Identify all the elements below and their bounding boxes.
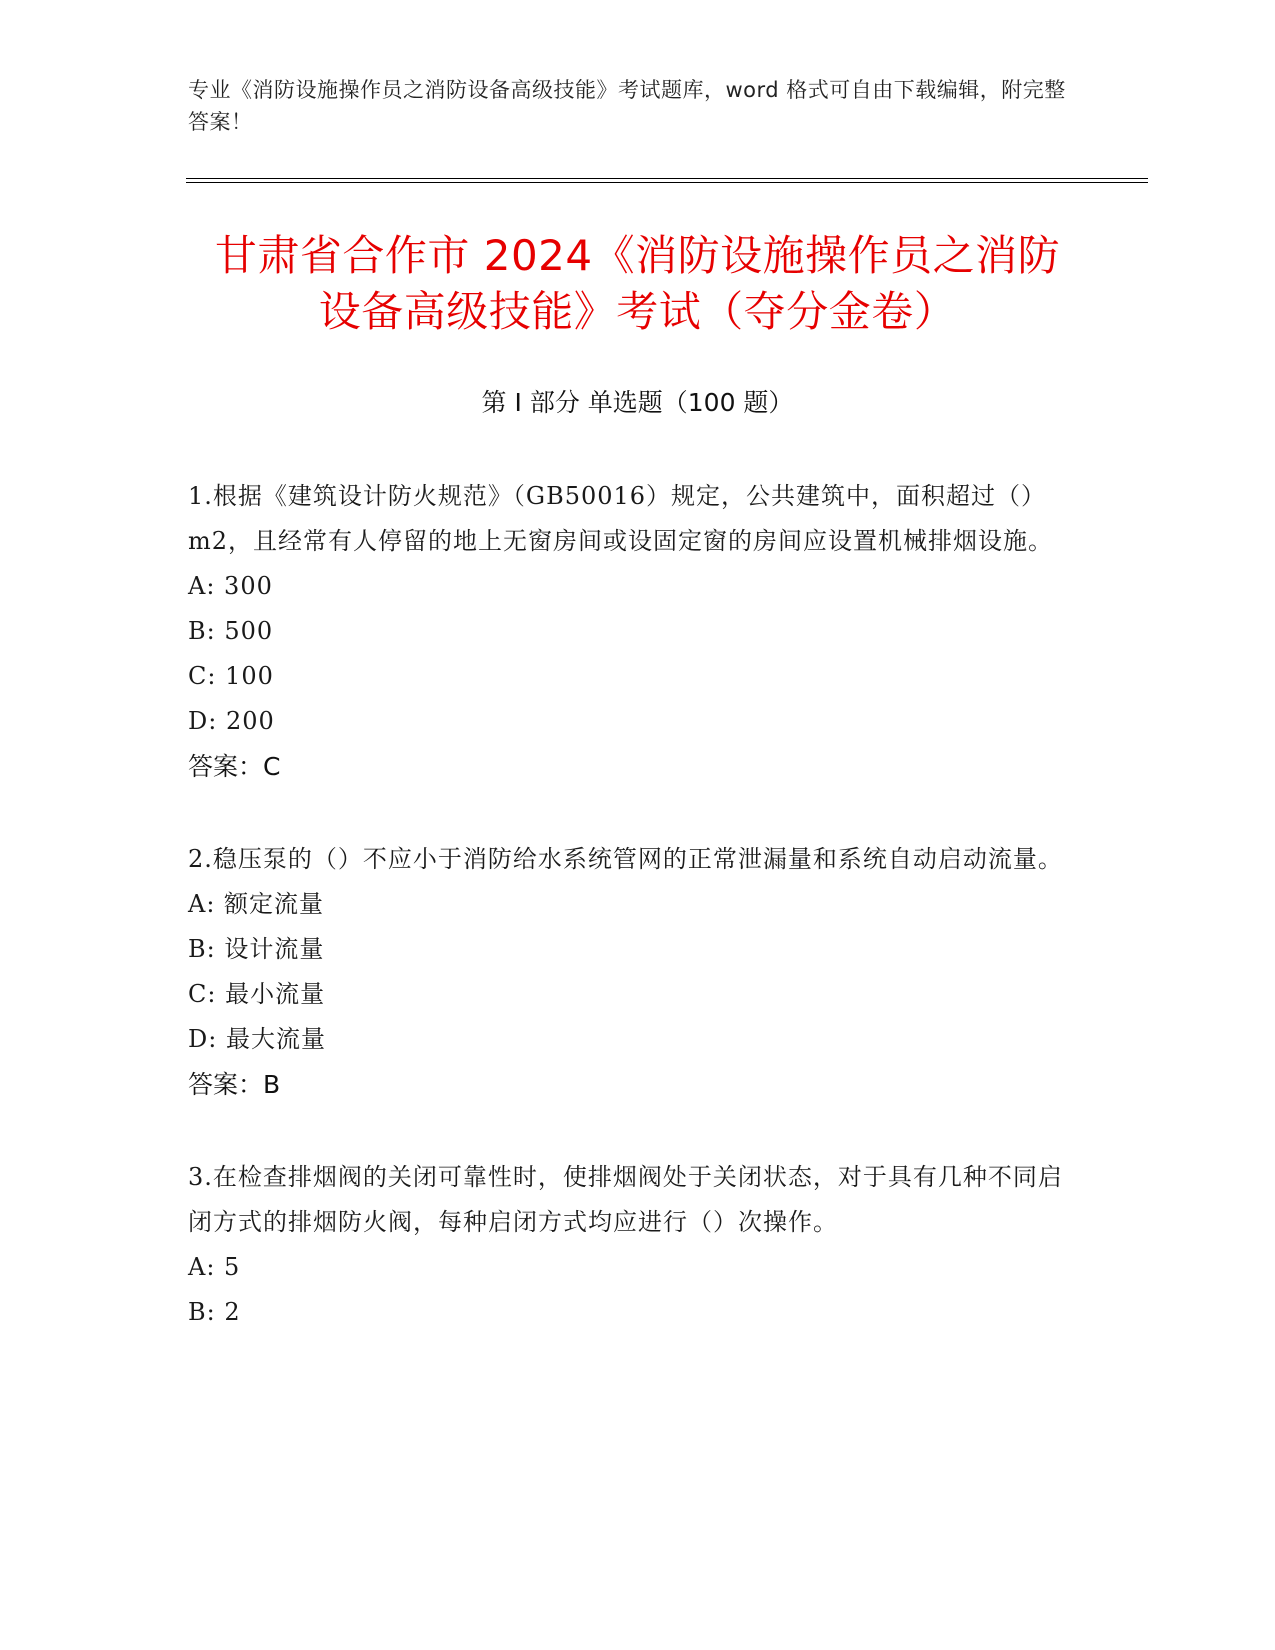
header-divider-top [186,178,1148,179]
question-text: 1.根据《建筑设计防火规范》（GB50016）规定，公共建筑中，面积超过（）m2，且经常有人停留的地上无窗房间或设固定窗的房间应设置机械排烟设施。 [188,482,1054,555]
question-list [188,474,1078,1383]
answer-text: 答案：B [188,1070,281,1099]
document-title [150,228,1125,340]
question-1 [188,474,1078,789]
option-d: D: 最大流量 [188,1025,326,1053]
document-title-line-1: 甘肃省合作市 2024《消防设施操作员之消防 [214,231,1061,280]
header-divider-bottom [186,182,1148,183]
header-note: 专业《消防设施操作员之消防设备高级技能》考试题库，word 格式可自由下载编辑，附完整答案！ [188,78,1066,134]
answer-text: 答案：C [188,752,281,781]
option-b: B: 2 [188,1298,241,1326]
question-2 [188,837,1078,1107]
option-a: A: 5 [188,1253,241,1281]
option-a: A: 300 [188,572,273,600]
question-3 [188,1155,1078,1335]
document-title-line-2: 设备高级技能》考试（夺分金卷） [318,287,957,336]
question-text: 3.在检查排烟阀的关闭可靠性时，使排烟阀处于关闭状态，对于具有几种不同启闭方式的排烟防火阀，每种启闭方式均应进行（）次操作。 [188,1163,1063,1236]
option-b: B: 500 [188,617,274,645]
option-b: B: 设计流量 [188,935,325,963]
option-d: D: 200 [188,707,275,735]
section-title: 第 I 部分 单选题（100 题） [481,388,794,417]
option-a: A: 额定流量 [188,890,325,918]
option-c: C: 100 [188,662,274,690]
option-c: C: 最小流量 [188,980,326,1008]
question-text: 2.稳压泵的（）不应小于消防给水系统管网的正常泄漏量和系统自动启动流量。 [188,845,1063,873]
